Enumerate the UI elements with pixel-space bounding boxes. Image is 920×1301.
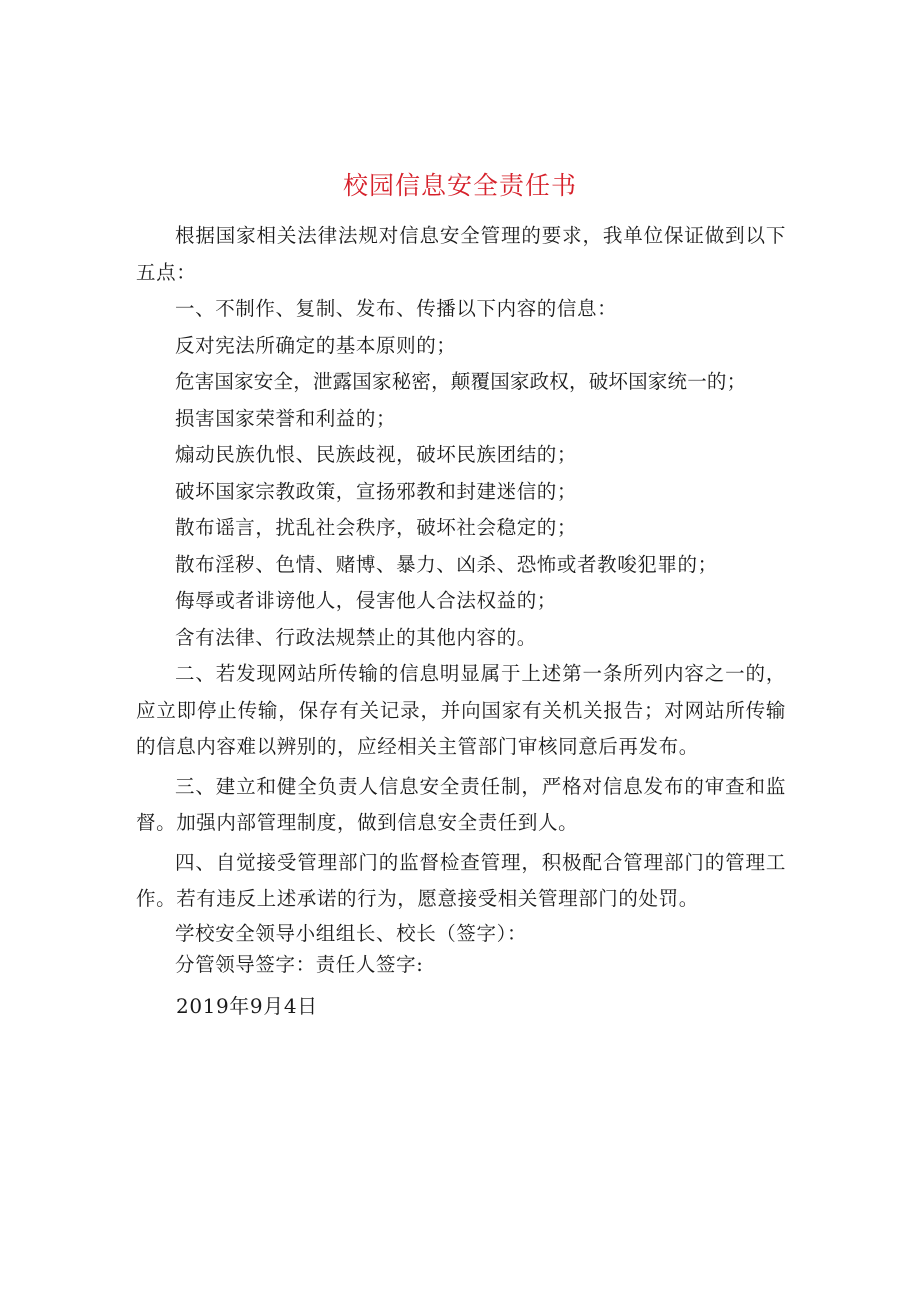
section-2-paragraph: 二、若发现网站所传输的信息明显属于上述第一条所列内容之一的，应立即停止传输，保存有关记录，并向国家有关机关报告；对网站所传输的信息内容难以辨别的，应经相关主管部门审核同意后再发布。 [136,662,786,758]
section-1-item: 侮辱或者诽谤他人，侵害他人合法权益的； [175,589,557,612]
section-1-item: 反对宪法所确定的基本原则的； [175,333,457,357]
section-3-paragraph: 三、建立和健全负责人信息安全责任制，严格对信息发布的审查和监督。加强内部管理制度，做到信息安全责任到人。 [136,774,786,834]
section-1-item: 散布淫秽、色情、赌博、暴力、凶杀、恐怖或者教唆犯罪的； [175,552,718,576]
document-date: 2019年9月4日 [176,993,318,1018]
section-1-item: 含有法律、行政法规禁止的其他内容的。 [175,625,537,649]
section-1-item: 煽动民族仇恨、民族歧视，破坏民族团结的； [175,443,578,466]
document-title: 校园信息安全责任书 [342,171,577,200]
section-1-item: 损害国家荣誉和利益的； [175,406,397,430]
document-body [136,218,786,1024]
section-4-paragraph: 四、自觉接受管理部门的监督检查管理，积极配合管理部门的管理工作。若有违反上述承诺的行为，愿意接受相关管理部门的处罚。 [136,850,786,910]
signature-managers-line: 分管领导签字：责任人签字: [175,952,424,976]
signature-leader-line: 学校安全领导小组组长、校长（签字）： [175,921,528,945]
section-1-heading: 一、不制作、复制、发布、传播以下内容的信息： [175,297,618,320]
section-1-item: 破坏国家宗教政策，宣扬邪教和封建迷信的； [175,479,578,503]
section-1-item: 危害国家安全，泄露国家秘密，颠覆国家政权，破坏国家统一的； [175,370,747,393]
intro-paragraph: 根据国家相关法律法规对信息安全管理的要求，我单位保证做到以下五点： [136,224,786,284]
section-1-item: 散布谣言，扰乱社会秩序，破坏社会稳定的； [175,516,578,539]
